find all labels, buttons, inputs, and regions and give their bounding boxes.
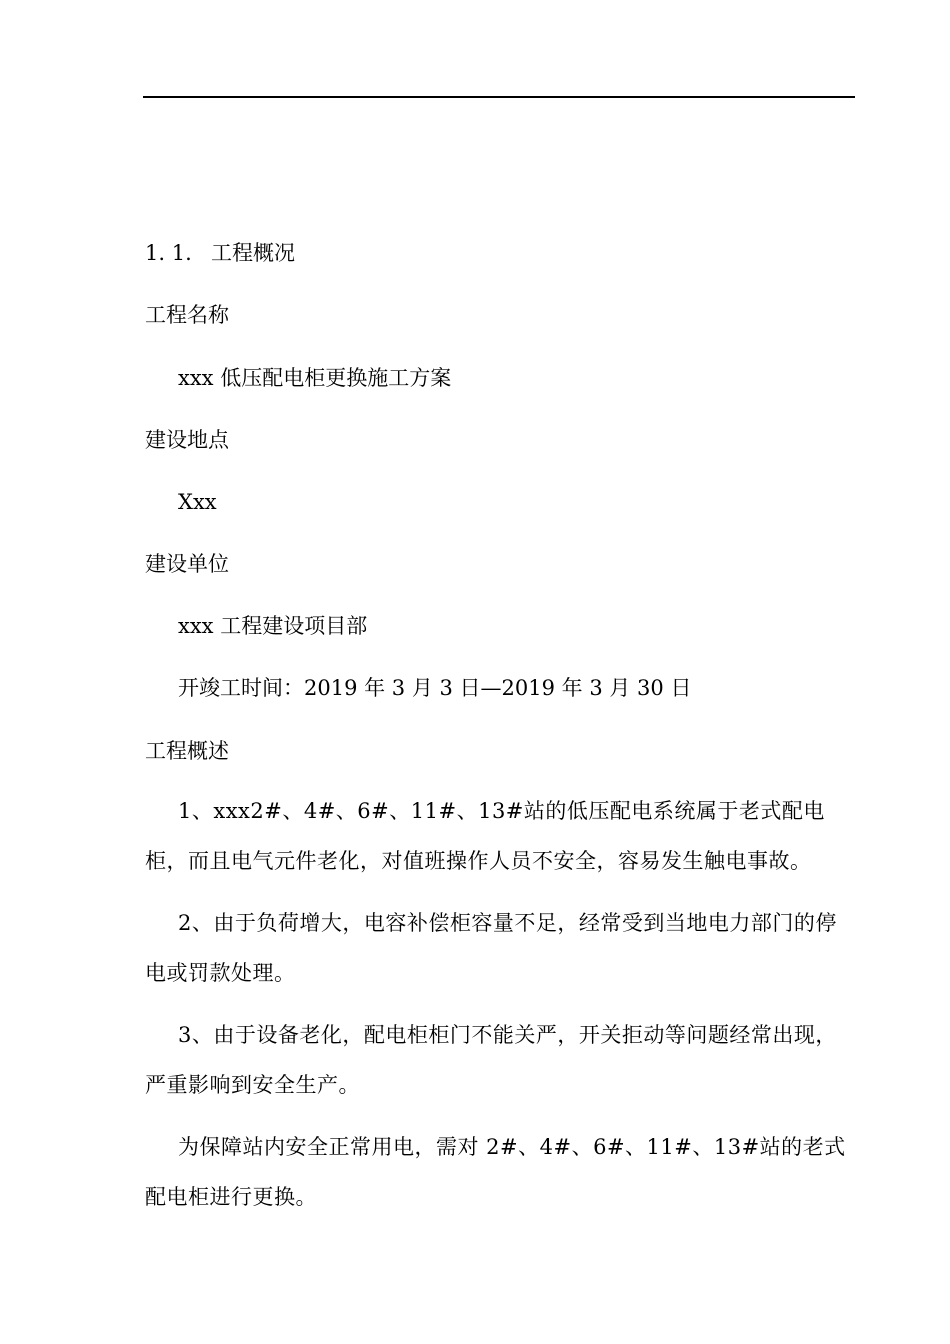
schedule-text: 开竣工时间：2019 年 3 月 3 日—2019 年 3 月 30 日 [178, 676, 692, 700]
header-rule [143, 96, 855, 98]
section-number: 1. 1. [145, 241, 192, 265]
builder-label: 建设单位 [145, 552, 229, 576]
project-name-value: xxx 低压配电柜更换施工方案 [178, 366, 452, 390]
section-title: 工程概况 [211, 241, 295, 265]
overview-label: 工程概述 [145, 739, 229, 763]
location-label: 建设地点 [145, 428, 229, 452]
overview-paragraph-3: 3、由于设备老化，配电柜柜门不能关严，开关拒动等问题经常出现，严重影响到安全生产。 [145, 1023, 837, 1097]
section-heading [145, 238, 857, 268]
overview-paragraph-1: 1、xxx2#、4#、6#、11#、13#站的低压配电系统属于老式配电柜，而且电气元件老化，对值班操作人员不安全，容易发生触电事故。 [145, 799, 825, 873]
location-value: Xxx [178, 490, 217, 514]
overview-paragraph-2: 2、由于负荷增大，电容补偿柜容量不足，经常受到当地电力部门的停电或罚款处理。 [145, 911, 837, 985]
overview-paragraph-4: 为保障站内安全正常用电，需对 2#、4#、6#、11#、13#站的老式配电柜进行更换。 [145, 1135, 846, 1209]
project-name-label: 工程名称 [145, 303, 229, 327]
builder-value: xxx 工程建设项目部 [178, 614, 368, 638]
